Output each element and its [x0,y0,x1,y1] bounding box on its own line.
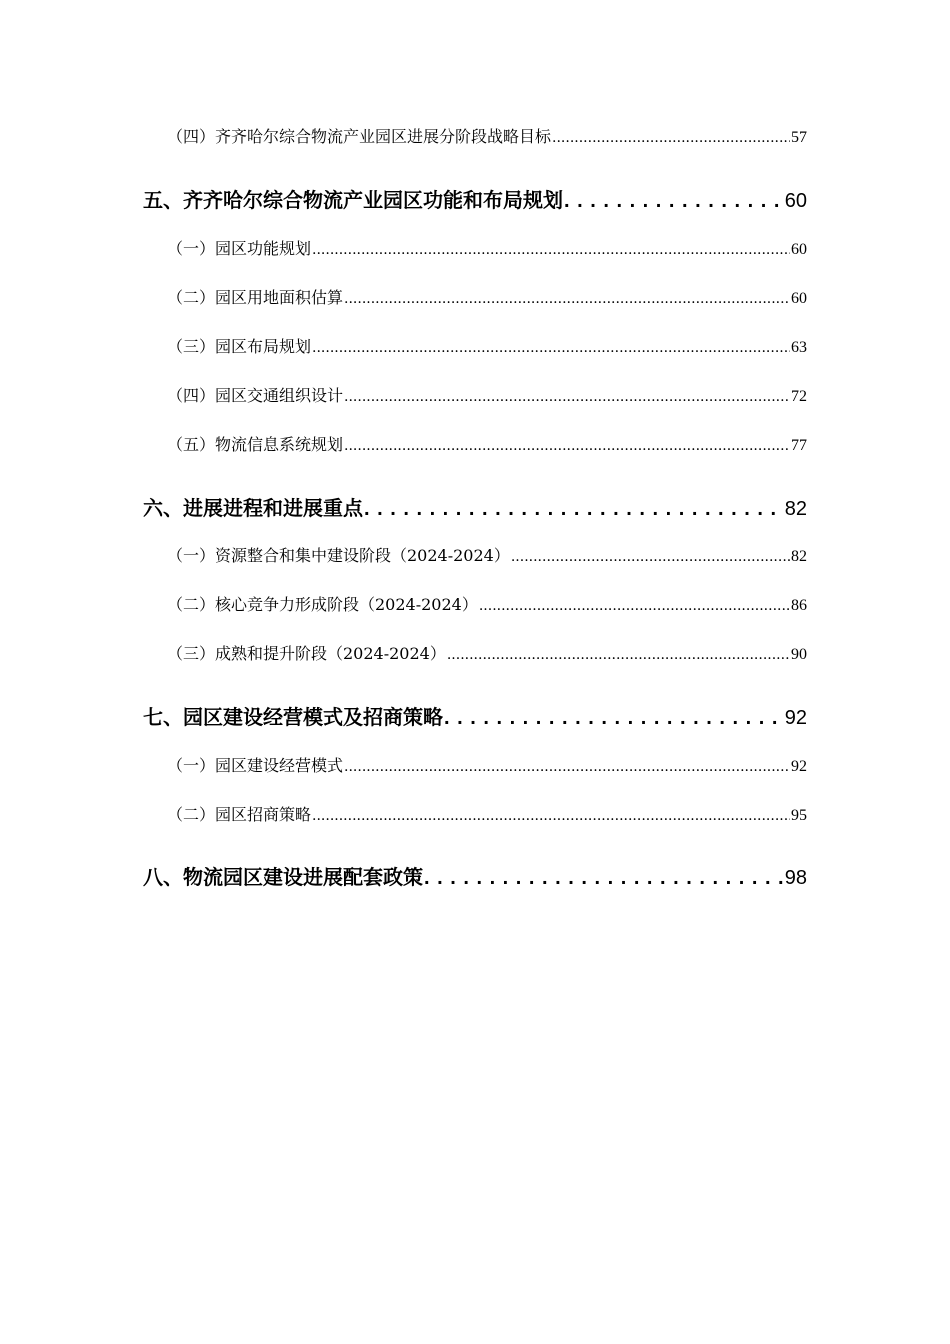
dot-leader [564,185,784,215]
toc-entry-title: 六、进展进程和进展重点 [143,496,363,520]
toc-entry-title: （三）成熟和提升阶段（2024-2024） [167,644,446,663]
toc-entry-title: 五、齐齐哈尔综合物流产业园区功能和布局规划 [143,188,563,212]
toc-entry-title: （二）园区招商策略 [167,805,312,824]
toc-entry[interactable] [167,754,807,778]
toc-entry-title: （四）园区交通组织设计 [167,386,344,405]
toc-entry-page: 60 [784,190,807,212]
toc-entry-title: （三）园区布局规划 [167,337,312,356]
toc-entry-title: （二）园区用地面积估算 [167,288,344,307]
dot-leader [444,702,784,732]
toc-entry[interactable] [167,384,807,408]
toc-entry-title: （二）核心竞争力形成阶段（2024-2024） [167,595,478,614]
dot-leader [344,754,790,778]
dot-leader [344,384,790,408]
dot-leader [552,125,790,149]
toc-entry-page: 57 [791,129,807,146]
dot-leader [344,433,790,457]
toc-entry-title: （一）园区建设经营模式 [167,756,344,775]
toc-entry-title: （五）物流信息系统规划 [167,435,344,454]
toc-entry-title: 七、园区建设经营模式及招商策略 [143,705,443,729]
dot-leader [312,335,790,359]
toc-entry[interactable] [167,803,807,827]
toc-chapter-entry[interactable] [143,493,807,523]
dot-leader [312,803,790,827]
toc-chapter-entry[interactable] [143,702,807,732]
toc-entry-title: （一）园区功能规划 [167,239,312,258]
toc-entry[interactable] [167,593,807,617]
toc-entry-page: 98 [784,867,807,889]
toc-entry-page: 82 [784,498,807,520]
toc-entry-title: 八、物流园区建设进展配套政策 [143,865,423,889]
toc-entry-page: 60 [791,290,807,307]
toc-entry-page: 60 [791,241,807,258]
toc-entry[interactable] [167,335,807,359]
dot-leader [364,493,784,523]
toc-chapter-entry[interactable] [143,862,807,892]
toc-entry-page: 63 [791,339,807,356]
toc-entry-title: （一）资源整合和集中建设阶段（2024-2024） [167,546,510,565]
dot-leader [312,237,790,261]
toc-entry-page: 95 [791,807,807,824]
toc-entry[interactable] [167,286,807,310]
dot-leader [424,862,784,892]
toc-entry-page: 92 [784,707,807,729]
dot-leader [511,544,790,568]
dot-leader [479,593,790,617]
toc-entry[interactable] [167,642,807,666]
toc-entry[interactable] [167,237,807,261]
toc-entry-page: 77 [791,437,807,454]
toc-entry[interactable] [167,433,807,457]
toc-entry-page: 82 [791,548,807,565]
toc-entry-page: 72 [791,388,807,405]
toc-entry[interactable] [167,544,807,568]
dot-leader [344,286,790,310]
toc-entry-page: 90 [791,646,807,663]
toc-entry-page: 92 [791,758,807,775]
dot-leader [447,642,790,666]
toc-entry-title: （四）齐齐哈尔综合物流产业园区进展分阶段战略目标 [167,127,552,146]
toc-chapter-entry[interactable] [143,185,807,215]
toc-entry[interactable] [167,125,807,149]
toc-entry-page: 86 [791,597,807,614]
